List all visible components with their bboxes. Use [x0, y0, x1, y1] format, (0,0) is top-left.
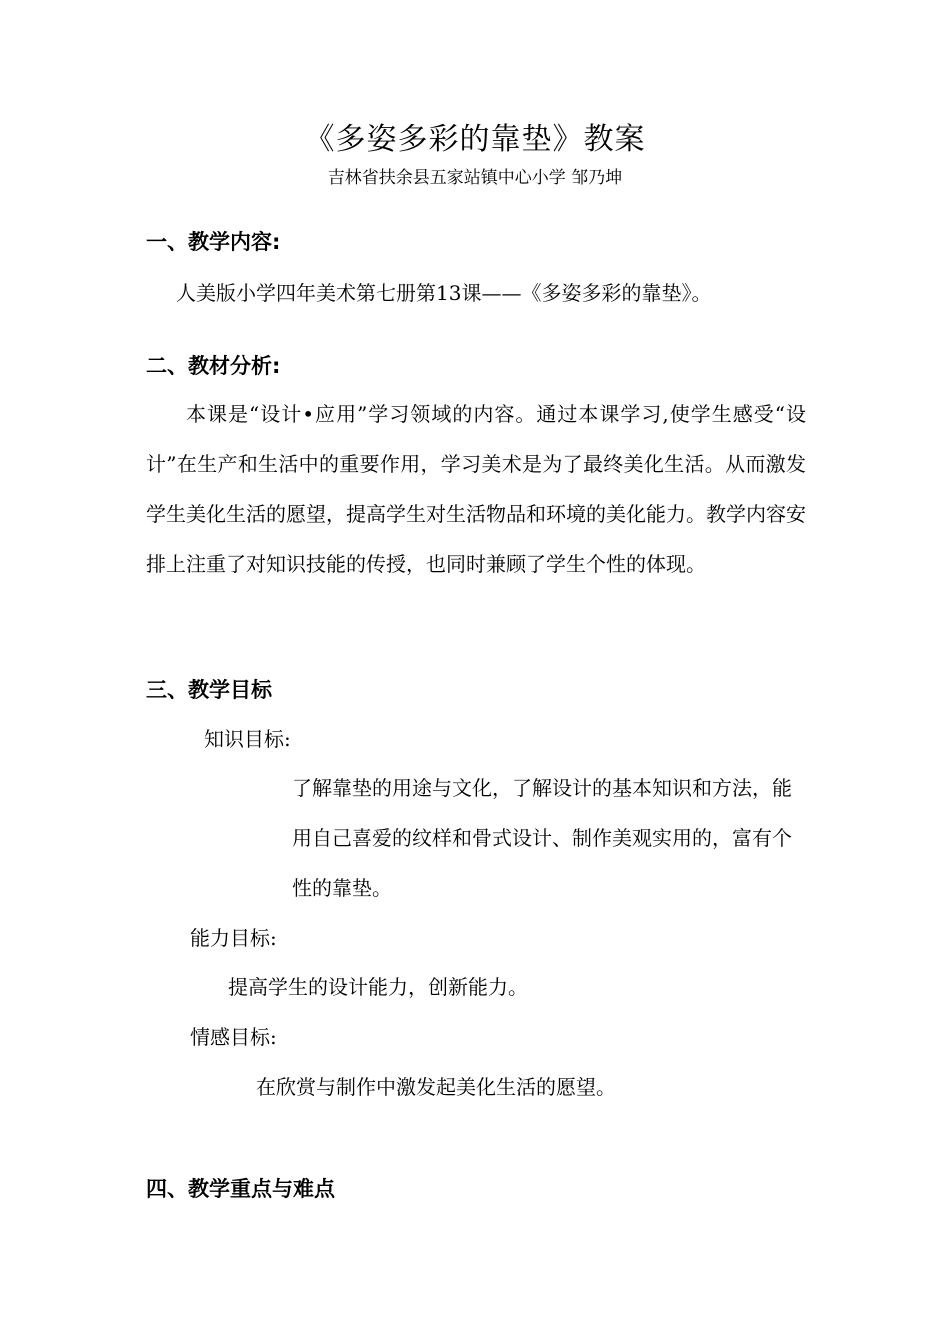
- section-content-body: 人美版小学四年美术第七册第13课——《多姿多彩的靠垫》。: [176, 281, 712, 305]
- objective-label-emotion: 情感目标:: [190, 1025, 277, 1049]
- objective-text-knowledge: 了解靠垫的用途与文化，了解设计的基本知识和方法，能用自己喜爱的纹样和骨式设计、制作美观实用的，富有个性的靠垫。: [292, 776, 792, 900]
- objective-text-emotion: 在欣赏与制作中激发起美化生活的愿望。: [256, 1075, 616, 1099]
- section-analysis-body: 本课是“设计•应用”学习领域的内容。通过本课学习,使学生感受“设计”在生产和生活中的重要作用，学习美术是为了最终美化生活。从而激发学生美化生活的愿望，提高学生对生活物品和环境的美化能力。教学内容安排上注重了对知识技能的传授，也同时兼顾了学生个性的体现。: [146, 402, 806, 576]
- section-heading-objectives: 三、教学目标: [146, 678, 272, 702]
- objective-label-ability: 能力目标:: [190, 926, 277, 950]
- objective-label-knowledge: 知识目标:: [204, 727, 291, 751]
- section-heading-content: 一、教学内容:: [146, 230, 281, 254]
- section-heading-key-points: 四、教学重点与难点: [146, 1177, 335, 1201]
- objective-text-ability: 提高学生的设计能力，创新能力。: [228, 975, 528, 999]
- document-title: 《多姿多彩的靠垫》教案: [304, 122, 646, 157]
- section-heading-analysis: 二、教材分析:: [146, 354, 281, 378]
- document-author: 吉林省扶余县五家站镇中心小学 邹乃坤: [327, 168, 623, 188]
